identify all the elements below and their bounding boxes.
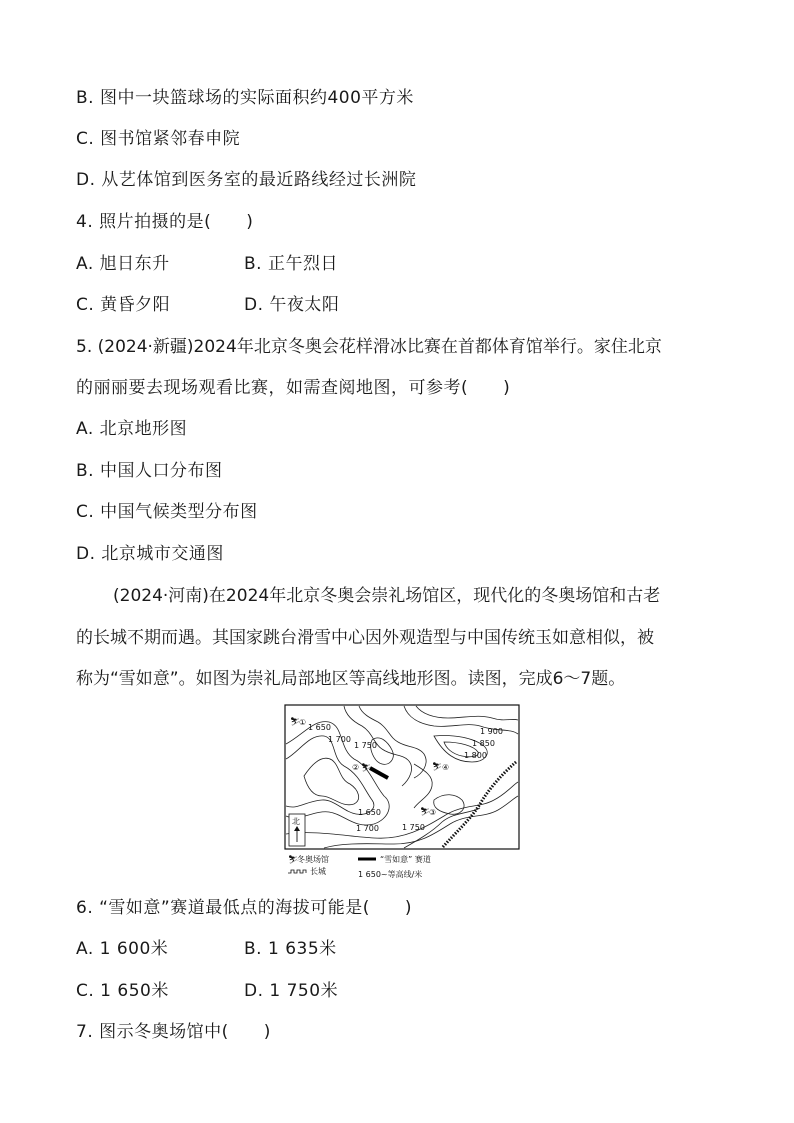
contour-label: 1 650 [358, 808, 381, 817]
q5-stem-line2: 的丽丽要去现场观看比赛，如需查阅地图，可参考( ) [76, 378, 511, 398]
contour-map-figure [284, 704, 520, 886]
contour-label: 1 750 [354, 741, 377, 750]
q4-option-c: C. 黄昏夕阳 [76, 295, 171, 315]
q6-options-row2 [76, 980, 339, 1002]
skier-icon: ⛷ [290, 717, 301, 726]
skier-icon: ⛷ [420, 807, 431, 816]
legend-wall: 长城 [310, 867, 326, 876]
contour-label: 1 750 [402, 823, 425, 832]
q6-option-c: C. 1 650米 [76, 981, 169, 1001]
north-label: 北 [292, 817, 300, 826]
skier-icon: ⛷ [288, 855, 299, 864]
contour-label: 1 700 [328, 735, 351, 744]
contour-label: 1 800 [464, 751, 487, 760]
venue-2 [352, 763, 371, 772]
venue-4 [432, 762, 449, 772]
q4-options-row2 [76, 294, 340, 316]
q4-option-b: B. 正午烈日 [244, 254, 338, 274]
venue-label: ③ [429, 808, 437, 817]
q3-option-d: D. 从艺体馆到医务室的最近路线经过长洲院 [76, 170, 417, 190]
legend-wall-symbol [288, 870, 306, 873]
contour-label: 1 650 [308, 723, 331, 732]
q5-option-d: D. 北京城市交通图 [76, 544, 224, 564]
q4-option-d: D. 午夜太阳 [244, 295, 340, 315]
q4-option-a: A. 旭日东升 [76, 254, 170, 274]
material-line2: 的长城不期而遇。其国家跳台滑雪中心因外观造型与中国传统玉如意相似，被 [76, 628, 654, 648]
venue-label: ② [352, 763, 360, 772]
q6-options-row1 [76, 938, 337, 960]
q5-stem-line1: 5. (2024·新疆)2024年北京冬奥会花样滑冰比赛在首都体育馆举行。家住北京 [76, 337, 662, 357]
legend-venue: 冬奥场馆 [297, 855, 329, 864]
q4-stem: 4. 照片拍摄的是( ) [76, 212, 254, 232]
q6-option-a: A. 1 600米 [76, 939, 169, 959]
venue-1 [290, 717, 306, 727]
venue-label: ① [299, 718, 307, 727]
contour-label: 1 900 [480, 727, 503, 736]
material-line1: (2024·河南)在2024年北京冬奥会崇礼场馆区，现代化的冬奥场馆和古老 [113, 586, 661, 606]
q5-option-c: C. 中国气候类型分布图 [76, 502, 258, 522]
q5-option-a: A. 北京地形图 [76, 419, 188, 439]
north-arrow [289, 814, 305, 846]
q6-option-b: B. 1 635米 [244, 939, 337, 959]
q3-option-b: B. 图中一块篮球场的实际面积约400平方米 [76, 88, 414, 108]
contour-map [284, 704, 520, 886]
legend-contour: 1 650~等高线/米 [358, 870, 423, 879]
q6-stem: 6. “雪如意”赛道最低点的海拔可能是( ) [76, 898, 413, 918]
skier-icon: ⛷ [361, 763, 372, 772]
q5-option-b: B. 中国人口分布图 [76, 461, 223, 481]
contour-label: 1 700 [356, 824, 379, 833]
map-legend [288, 854, 431, 879]
legend-track: “雪如意” 赛道 [380, 855, 431, 864]
skier-icon: ⛷ [432, 762, 443, 771]
q7-stem: 7. 图示冬奥场馆中( ) [76, 1022, 271, 1042]
q6-option-d: D. 1 750米 [244, 981, 339, 1001]
contour-label: 1 850 [472, 739, 495, 748]
venue-label: ④ [442, 763, 450, 772]
venue-3 [420, 807, 436, 817]
q3-option-c: C. 图书馆紧邻春申院 [76, 129, 241, 149]
q4-options-row1 [76, 253, 338, 275]
material-line3: 称为“雪如意”。如图为崇礼局部地区等高线地形图。读图，完成6～7题。 [76, 669, 626, 689]
